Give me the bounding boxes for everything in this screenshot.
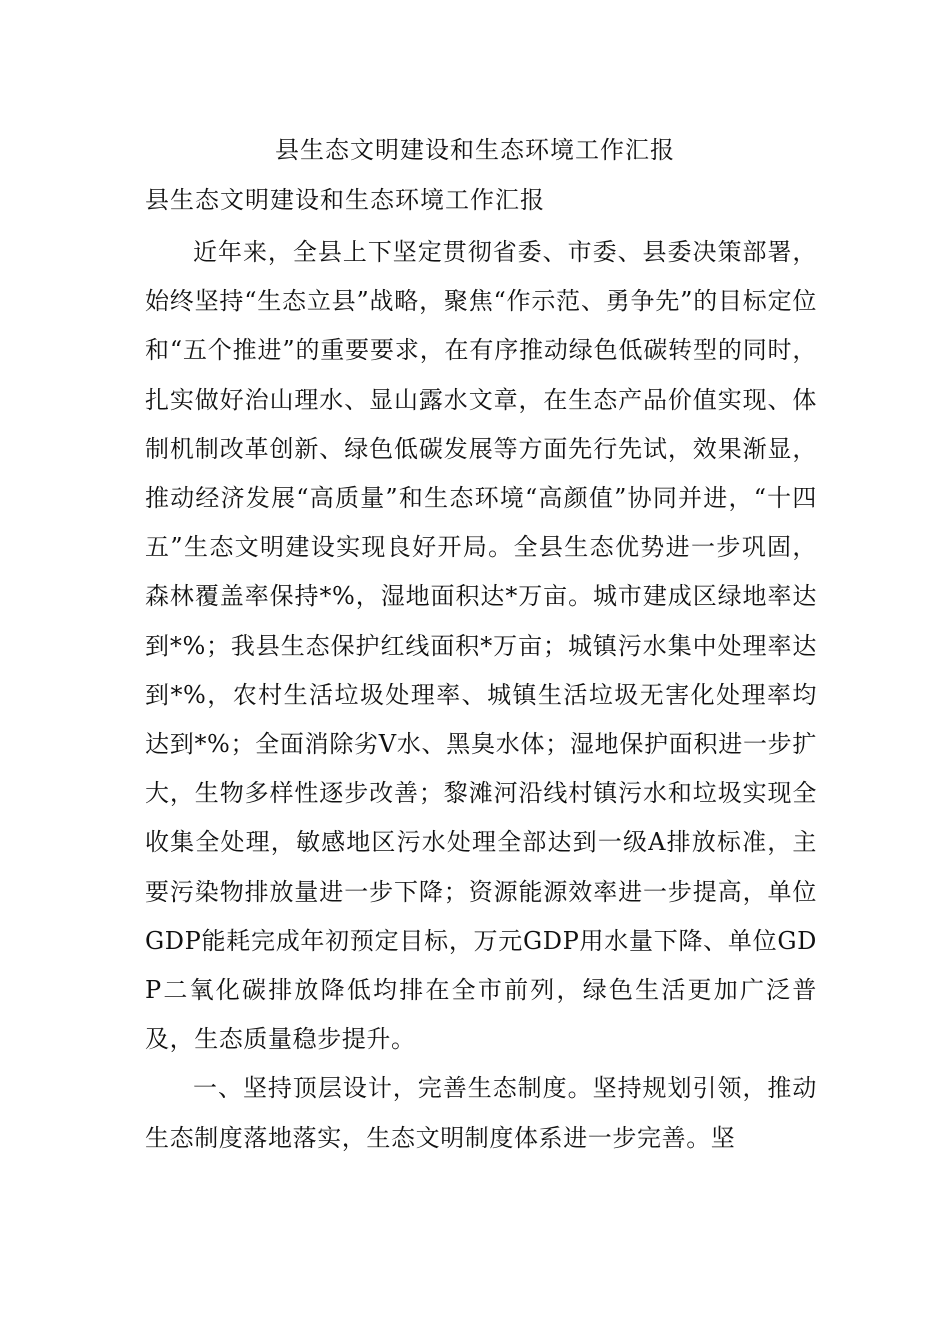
paragraph-intro: 近年来，全县上下坚定贯彻省委、市委、县委决策部署，始终坚持“生态立县”战略，聚焦“作示范、勇争先”的目标定位和“五个推进”的重要要求，在有序推动绿色低碳转型的同时，扎实做好治山理水、显山露水文章，在生态产品价值实现、体制机制改革创新、绿色低碳发展等方面先行先试，效果渐显，推动经济发展“高质量”和生态环境“高颜值”协同并进，“十四五”生态文明建设实现良好开局。全县生态优势进一步巩固，森林覆盖率保持*%，湿地面积达*万亩。城市建成区绿地率达到*%；我县生态保护红线面积*万亩；城镇污水集中处理率达到*%，农村生活垃圾处理率、城镇生活垃圾无害化处理率均达到*%；全面消除劣Ⅴ水、黑臭水体；湿地保护面积进一步扩大，生物多样性逐步改善；黎滩河沿线村镇污水和垃圾实现全收集全处理，敏感地区污水处理全部达到一级A排放标准，主要污染物排放量进一步下降；资源能源效率进一步提高，单位GDP能耗完成年初预定目标，万元GDP用水量下降、单位GDP二氧化碳排放降低均排在全市前列，绿色生活更加广泛普及，生态质量稳步提升。 bbox=[145, 238, 817, 1054]
document-subtitle: 县生态文明建设和生态环境工作汇报 bbox=[145, 186, 545, 214]
paragraph-section-one: 一、坚持顶层设计，完善生态制度。坚持规划引领，推动生态制度落地落实，生态文明制度体系进一步完善。坚 bbox=[145, 1074, 817, 1152]
document-title: 县生态文明建设和生态环境工作汇报 bbox=[275, 136, 675, 164]
document-body bbox=[145, 228, 817, 1163]
